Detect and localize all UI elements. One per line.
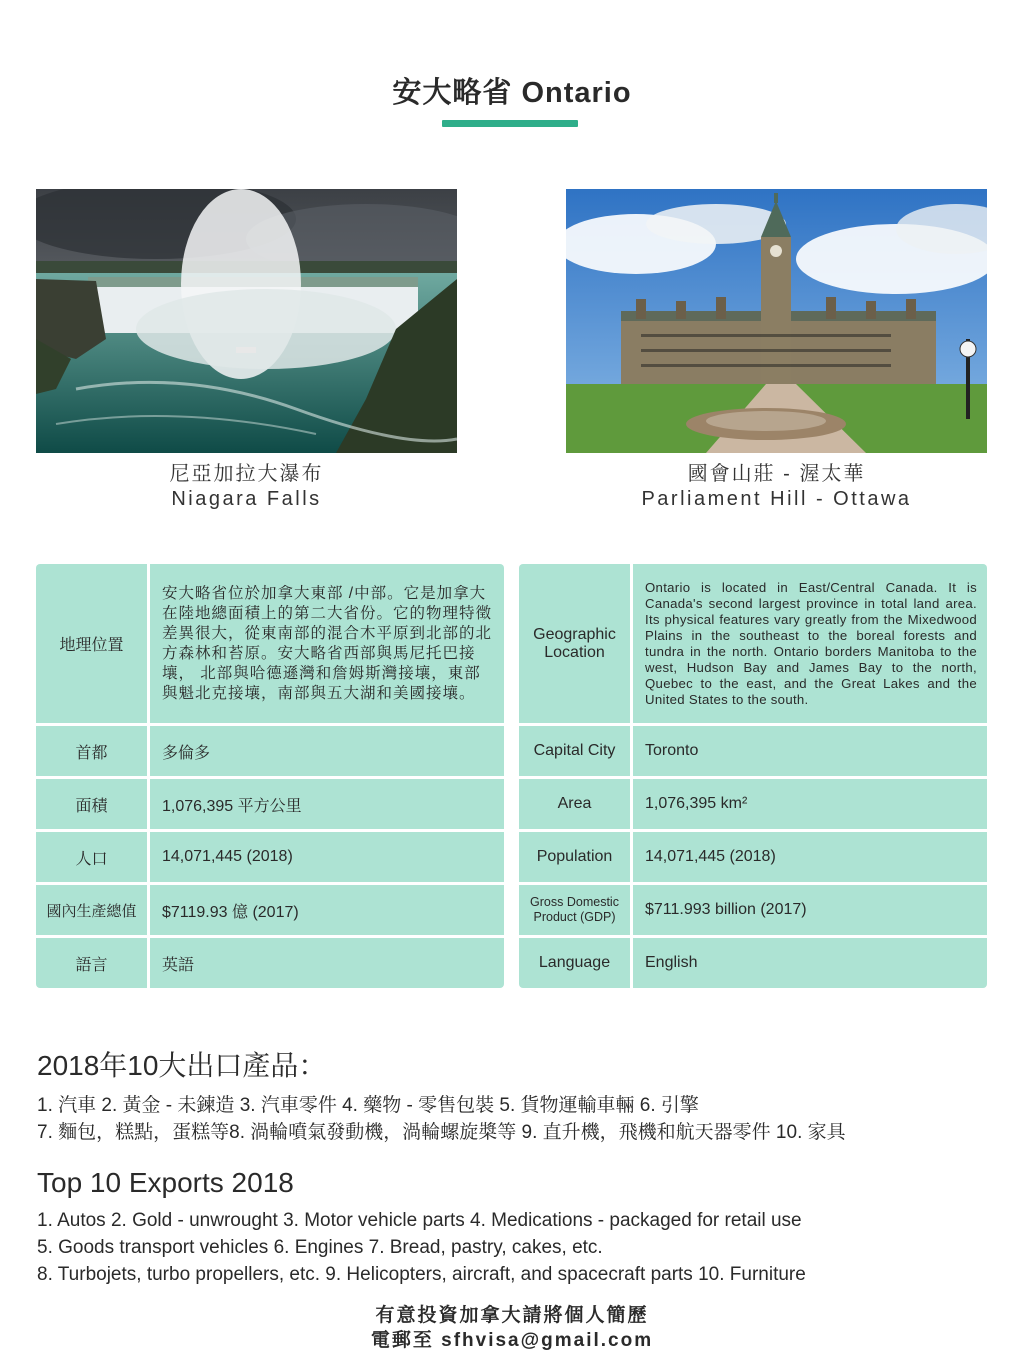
table-label: 首都 xyxy=(36,726,147,776)
table-value: 14,071,445 (2018) xyxy=(150,832,504,882)
table-value: 14,071,445 (2018) xyxy=(633,832,987,882)
table-row xyxy=(519,938,987,988)
footer-line-1: 有意投資加拿大請將個人簡歷 xyxy=(375,1305,649,1326)
table-row xyxy=(519,885,987,935)
table-label: Language xyxy=(519,938,630,988)
table-value: 1,076,395 km² xyxy=(633,779,987,829)
table-label: Geographic Location xyxy=(519,564,630,723)
table-label: 國內生產總值 xyxy=(36,885,147,935)
exports-en-line: 8. Turbojets, turbo propellers, etc. 9. Helicopters, aircraft, and spacecraft parts 10. Furniture xyxy=(37,1264,806,1285)
exports-en-heading: Top 10 Exports 2018 xyxy=(37,1167,294,1198)
table-label: 人口 xyxy=(36,832,147,882)
table-label: Capital City xyxy=(519,726,630,776)
table-row xyxy=(36,726,504,776)
exports-en-line: 5. Goods transport vehicles 6. Engines 7. Bread, pastry, cakes, etc. xyxy=(37,1237,603,1258)
parliament-caption xyxy=(566,462,987,512)
table-row xyxy=(36,564,504,723)
info-table-en xyxy=(519,564,987,988)
table-value: English xyxy=(633,938,987,988)
table-label: 語言 xyxy=(36,938,147,988)
table-value: $7119.93 億 (2017) xyxy=(150,885,504,935)
table-value: 多倫多 xyxy=(150,726,504,776)
table-row xyxy=(519,726,987,776)
table-row xyxy=(36,779,504,829)
page-title: 安大略省 Ontario xyxy=(392,77,632,109)
table-row xyxy=(519,564,987,723)
parliament-caption-en: Parliament Hill - Ottawa xyxy=(641,488,912,510)
table-label: Gross Domestic Product (GDP) xyxy=(519,885,630,935)
info-table-zh xyxy=(36,564,504,988)
table-row xyxy=(519,779,987,829)
niagara-falls-photo xyxy=(36,189,457,453)
table-value: 英語 xyxy=(150,938,504,988)
parliament-hill-photo xyxy=(566,189,987,453)
table-label: 面積 xyxy=(36,779,147,829)
table-value: 1,076,395 平方公里 xyxy=(150,779,504,829)
table-value: Ontario is located in East/Central Canada. It is Canada's second largest province in total land area. Its physical features vary greatly from the Mixedwood Plains in the southeast to the boreal forests and tundra in the north. Ontario borders Manitoba to the west, Hudson Bay and James Bay to the north, Quebec to the east, and the Great Lakes and the United States to the south. xyxy=(633,564,987,723)
parliament-caption-zh: 國會山莊 - 渥太華 xyxy=(687,463,866,485)
exports-en-line: 1. Autos 2. Gold - unwrought 3. Motor vehicle parts 4. Medications - packaged for retail use xyxy=(37,1210,802,1231)
table-label: 地理位置 xyxy=(36,564,147,723)
table-value: Toronto xyxy=(633,726,987,776)
title-underline xyxy=(442,120,578,127)
table-row xyxy=(519,832,987,882)
niagara-caption-zh: 尼亞加拉大瀑布 xyxy=(169,463,324,485)
table-value: 安大略省位於加拿大東部 /中部。它是加拿大在陸地總面積上的第二大省份。它的物理特徵差異很大，從東南部的混合木平原到北部的北方森林和苔原。安大略省西部與馬尼托巴接壤， 北部與哈德遜灣和詹姆斯灣接壤，東部與魁北克接壤，南部與五大湖和美國接壤。 xyxy=(150,564,504,723)
niagara-caption xyxy=(36,462,457,512)
exports-zh-line: 7. 麵包，糕點，蛋糕等8. 渦輪噴氣發動機，渦輪螺旋槳等 9. 直升機，飛機和航天器零件 10. 家具 xyxy=(37,1122,846,1143)
niagara-caption-en: Niagara Falls xyxy=(171,488,322,510)
table-row xyxy=(36,832,504,882)
table-row xyxy=(36,938,504,988)
exports-zh-heading: 2018年10大出口產品： xyxy=(37,1050,327,1081)
table-label: Population xyxy=(519,832,630,882)
footer-email[interactable]: 電郵至 sfhvisa@gmail.com xyxy=(370,1330,654,1351)
table-label: Area xyxy=(519,779,630,829)
exports-zh-line: 1. 汽車 2. 黃金 - 未鍊造 3. 汽車零件 4. 藥物 - 零售包裝 5. 貨物運輸車輛 6. 引擎 xyxy=(37,1095,699,1116)
table-value: $711.993 billion (2017) xyxy=(633,885,987,935)
table-row xyxy=(36,885,504,935)
